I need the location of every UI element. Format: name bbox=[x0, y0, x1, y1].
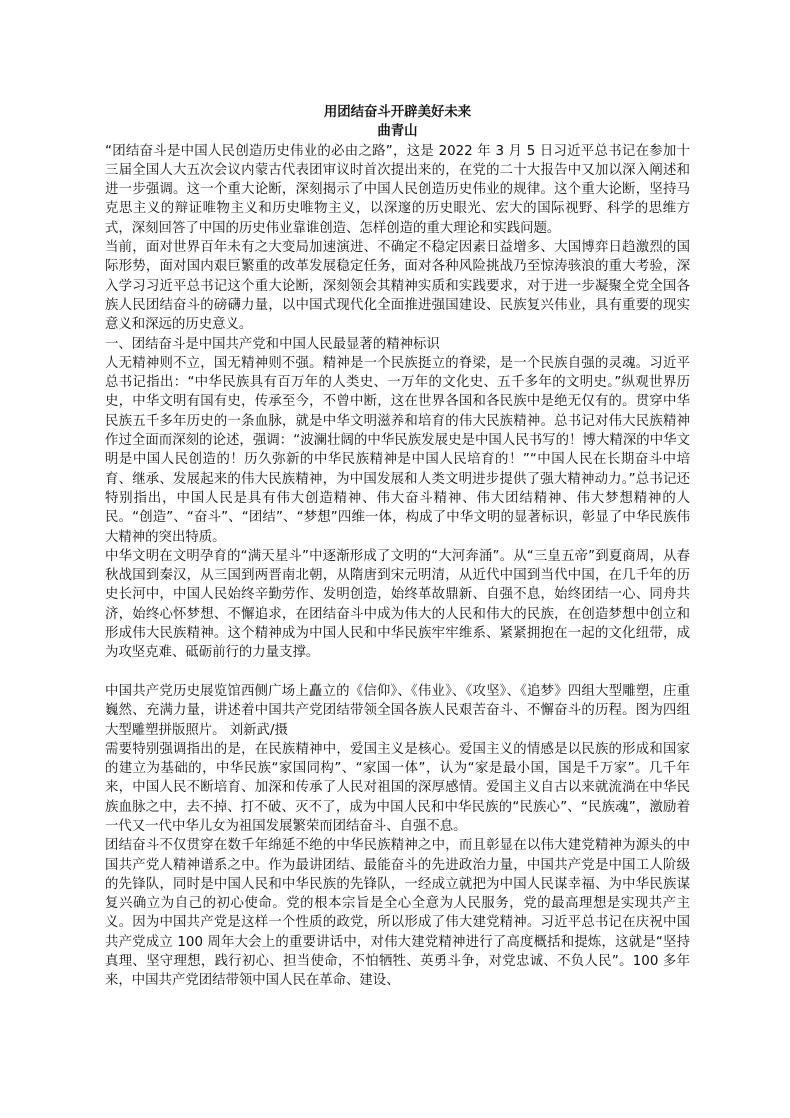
document-page bbox=[105, 103, 690, 991]
paragraph-intro-2: 当前，面对世界百年未有之大变局加速演进、不确定不稳定因素日益增多、大国博弈日趋激烈的国际形势，面对国内艰巨繁重的改革发展稳定任务，面对各种风险挑战乃至惊涛骇浪的重大考验，深入学习习近平总书记这个重大论断，深刻领会其精神实质和实践要求，对于进一步凝聚全党全国各族人民团结奋斗的磅礴力量，以中国式现代化全面推进强国建设、民族复兴伟业，具有重要的现实意义和深远的历史意义。 bbox=[105, 240, 690, 333]
paragraph-patriotism: 需要特别强调指出的是，在民族精神中，爱国主义是核心。爱国主义的情感是以民族的形成和国家的建立为基础的，中华民族“家国同构”、“家国一体”，认为“家是最小国，国是千万家”。几千年来，中国人民不断培育、加深和传承了人民对祖国的深厚感情。爱国主义自古以来就流淌在中华民族血脉之中，去不掉、打不破、灭不了，成为中国人民和中华民族的“民族心”、“民族魂”，激励着一代又一代中华儿女为祖国发展繁荣而团结奋斗、自强不息。 bbox=[105, 741, 690, 834]
paragraph-intro-1: “团结奋斗是中国人民创造历史伟业的必由之路”，这是 2022 年 3 月 5 日习近平总书记在参加十三届全国人大五次会议内蒙古代表团审议时首次提出来的，在党的二十大报告中又加以深入阐述和进一步强调。这一个重大论断，深刻揭示了中国人民创造历史伟业的规律。这个重大论断，坚持马克思主义的辩证唯物主义和历史唯物主义，以深邃的历史眼光、宏大的国际视野、科学的思维方式，深刻回答了中国的历史伟业靠谁创造、怎样创造的重大理论和实践问题。 bbox=[105, 143, 690, 236]
paragraph-spirit: 人无精神则不立，国无精神则不强。精神是一个民族挺立的脊梁，是一个民族自强的灵魂。习近平总书记指出：“中华民族具有百万年的人类史、一万年的文化史、五千多年的文明史。”纵观世界历史，中华文明有国有史，传承至今，不曾中断，这在世界各国和各民族中是绝无仅有的。贯穿中华民族五千多年历史的一条血脉，就是中华文明滋养和培育的伟大民族精神。总书记对伟大民族精神作过全面而深刻的论述，强调：“波澜壮阔的中华民族发展史是中国人民书写的！博大精深的中华文明是中国人民创造的！历久弥新的中华民族精神是中国人民培育的！”“中国人民在长期奋斗中培育、继承、发展起来的伟大民族精神，为中国发展和人类文明进步提供了强大精神动力。”总书记还特别指出，中国人民是具有伟大创造精神、伟大奋斗精神、伟大团结精神、伟大梦想精神的人民。“创造”、“奋斗”、“团结”、“梦想”四维一体，构成了中华文明的显著标识，彰显了中华民族伟大精神的突出特质。 bbox=[105, 355, 690, 545]
paragraph-civilization: 中华文明在文明孕育的“满天星斗”中逐渐形成了文明的“大河奔涌”。从“三皇五帝”到夏商周，从春秋战国到秦汉，从三国到两晋南北朝，从隋唐到宋元明清，从近代中国到当代中国，在几千年的历史长河中，中国人民始终辛勤劳作、发明创造，始终革故鼎新、自强不息，始终团结一心、同舟共济，始终心怀梦想、不懈追求，在团结奋斗中成为伟大的人民和伟大的民族，在创造梦想中创立和形成伟大民族精神。这个精神成为中国人民和中华民族牢牢维系、紧紧拥抱在一起的文化纽带，成为攻坚克难、砥砺前行的力量支撑。 bbox=[105, 548, 690, 661]
article-title: 用团结奋斗开辟美好未来 bbox=[323, 105, 472, 120]
blank-line bbox=[105, 663, 690, 682]
paragraph-party-spirit: 团结奋斗不仅贯穿在数千年绵延不绝的中华民族精神之中，而且彰显在以伟大建党精神为源头的中国共产党人精神谱系之中。作为最讲团结、最能奋斗的先进政治力量，中国共产党是中国工人阶级的先锋队，同时是中国人民和中华民族的先锋队，一经成立就把为中国人民谋幸福、为中华民族谋复兴确立为自己的初心使命。党的根本宗旨是全心全意为人民服务，党的最高理想是实现共产主义。因为中国共产党是这样一个性质的政党，所以形成了伟大建党精神。习近平总书记在庆祝中国共产党成立 100 周年大会上的重要讲话中，对伟大建党精神进行了高度概括和提炼，这就是“坚持真理、坚守理想，践行初心、担当使命，不怕牺牲、英勇斗争，对党忠诚、不负人民”。100 多年来，中国共产党团结带领中国人民在革命、建设、 bbox=[105, 838, 690, 989]
section-heading-1: 一、团结奋斗是中国共产党和中国人民最显著的精神标识 bbox=[105, 336, 440, 352]
article-author: 曲青山 bbox=[377, 124, 418, 140]
photo-caption: 中国共产党历史展览馆西侧广场上矗立的《信仰》、《伟业》、《攻坚》、《追梦》四组大型雕塑，庄重巍然、充满力量，讲述着中国共产党团结带领全国各族人民艰苦奋斗、不懈奋斗的历程。图为四组大型雕塑拼版照片。 刘新武/摄 bbox=[105, 683, 690, 738]
